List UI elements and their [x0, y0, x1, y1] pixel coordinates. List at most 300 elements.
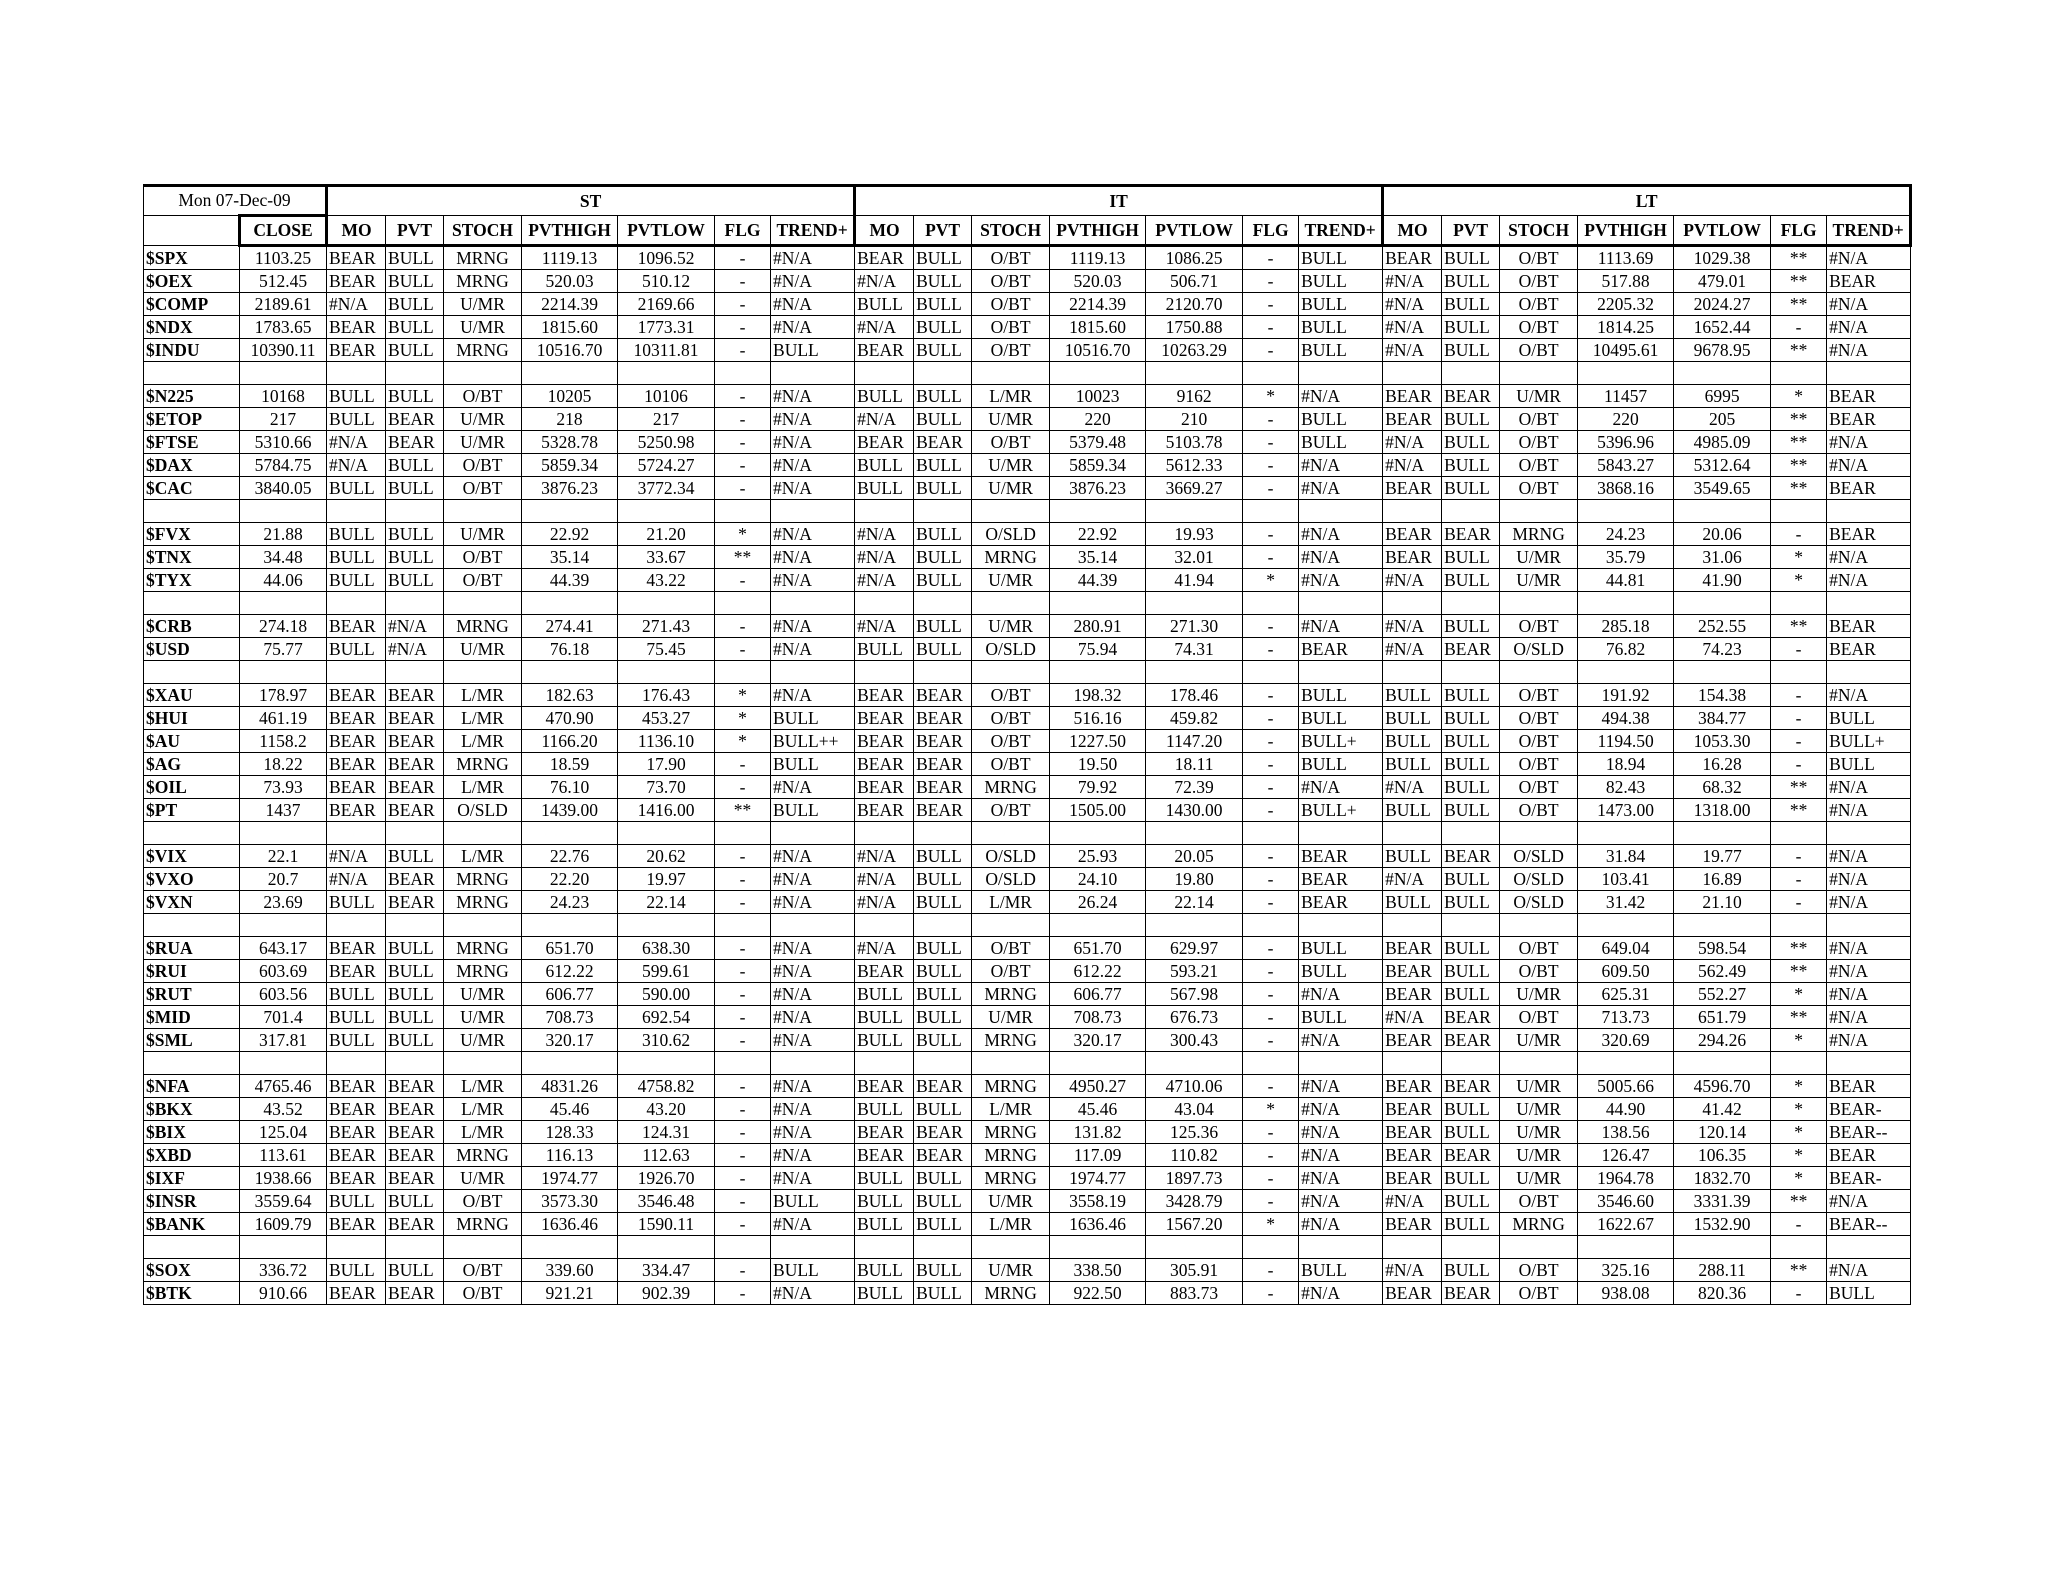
table-cell: BULL	[855, 638, 914, 661]
table-row	[144, 339, 1911, 362]
table-cell: BEAR	[1383, 408, 1442, 431]
table-row	[144, 730, 1911, 753]
empty-cell	[1771, 1236, 1827, 1259]
table-cell: 19.80	[1146, 868, 1243, 891]
close-cell: 75.77	[240, 638, 327, 661]
empty-cell	[618, 661, 715, 684]
table-cell: 625.31	[1578, 983, 1674, 1006]
table-cell: 44.81	[1578, 569, 1674, 592]
table-cell: 73.70	[618, 776, 715, 799]
table-row	[144, 246, 1911, 270]
empty-cell	[1578, 592, 1674, 615]
table-cell: **	[1771, 431, 1827, 454]
empty-cell	[715, 661, 771, 684]
table-cell: BEAR	[1827, 270, 1911, 293]
table-cell: -	[1243, 684, 1299, 707]
table-cell: O/BT	[444, 477, 522, 500]
table-cell: O/BT	[444, 385, 522, 408]
empty-cell	[240, 500, 327, 523]
close-cell: 603.56	[240, 983, 327, 1006]
table-cell: BULL	[914, 1282, 972, 1305]
spacer-row	[144, 1052, 1911, 1075]
table-cell: -	[1243, 270, 1299, 293]
table-cell: *	[1771, 1144, 1827, 1167]
table-cell: 1505.00	[1050, 799, 1146, 822]
empty-cell	[1500, 1236, 1578, 1259]
table-cell: BEAR	[1442, 1029, 1500, 1052]
empty-cell	[771, 1052, 855, 1075]
table-cell: 31.84	[1578, 845, 1674, 868]
table-row	[144, 960, 1911, 983]
table-row	[144, 546, 1911, 569]
empty-cell	[715, 822, 771, 845]
table-cell: 22.76	[522, 845, 618, 868]
table-cell: 21.20	[618, 523, 715, 546]
empty-cell	[715, 1236, 771, 1259]
table-cell: -	[1771, 316, 1827, 339]
empty-cell	[386, 362, 444, 385]
empty-cell	[1383, 1236, 1442, 1259]
table-cell: *	[1771, 385, 1827, 408]
close-cell: 10390.11	[240, 339, 327, 362]
table-cell: 45.46	[1050, 1098, 1146, 1121]
table-cell: BULL	[327, 546, 386, 569]
empty-cell	[1383, 822, 1442, 845]
table-cell: 1227.50	[1050, 730, 1146, 753]
table-cell: #N/A	[771, 385, 855, 408]
table-cell: 1439.00	[522, 799, 618, 822]
table-cell: BULL	[914, 638, 972, 661]
table-cell: 76.18	[522, 638, 618, 661]
table-cell: #N/A	[771, 1282, 855, 1305]
table-cell: BULL	[1442, 983, 1500, 1006]
table-cell: -	[715, 246, 771, 270]
table-cell: **	[1771, 246, 1827, 270]
table-cell: **	[1771, 776, 1827, 799]
table-cell: #N/A	[1827, 960, 1911, 983]
table-cell: 320.69	[1578, 1029, 1674, 1052]
table-cell: BULL	[1299, 339, 1383, 362]
table-cell: O/BT	[444, 569, 522, 592]
table-row	[144, 1259, 1911, 1282]
symbol-cell: $AG	[144, 753, 240, 776]
table-cell: 2205.32	[1578, 293, 1674, 316]
table-cell: -	[1243, 638, 1299, 661]
table-row	[144, 684, 1911, 707]
table-cell: 74.31	[1146, 638, 1243, 661]
table-cell: -	[1243, 960, 1299, 983]
table-cell: BULL	[1442, 684, 1500, 707]
table-cell: MRNG	[1500, 1213, 1578, 1236]
table-cell: BULL	[855, 983, 914, 1006]
table-cell: BULL	[855, 1006, 914, 1029]
table-cell: #N/A	[771, 246, 855, 270]
table-cell: 22.14	[618, 891, 715, 914]
table-cell: BULL	[386, 845, 444, 868]
table-cell: BEAR	[1442, 1144, 1500, 1167]
table-cell: BULL	[1442, 569, 1500, 592]
empty-cell	[1827, 592, 1911, 615]
symbol-cell: $USD	[144, 638, 240, 661]
table-cell: 593.21	[1146, 960, 1243, 983]
table-row	[144, 776, 1911, 799]
table-cell: 552.27	[1674, 983, 1771, 1006]
column-header-st-pvthigh: PVTHIGH	[522, 216, 618, 246]
symbol-cell: $FTSE	[144, 431, 240, 454]
table-cell: 218	[522, 408, 618, 431]
table-cell: -	[715, 316, 771, 339]
table-cell: O/SLD	[1500, 638, 1578, 661]
empty-cell	[1674, 914, 1771, 937]
table-cell: #N/A	[386, 615, 444, 638]
table-cell: BULL	[914, 983, 972, 1006]
empty-cell	[771, 500, 855, 523]
empty-cell	[771, 661, 855, 684]
symbol-cell: $TNX	[144, 546, 240, 569]
table-cell: BULL	[1442, 293, 1500, 316]
column-header-lt-pvt: PVT	[1442, 216, 1500, 246]
table-cell: BEAR	[1383, 960, 1442, 983]
empty-cell	[855, 661, 914, 684]
table-row	[144, 983, 1911, 1006]
empty-cell	[715, 362, 771, 385]
table-cell: MRNG	[444, 246, 522, 270]
empty-cell	[1299, 500, 1383, 523]
table-cell: #N/A	[1827, 684, 1911, 707]
table-cell: O/BT	[1500, 730, 1578, 753]
table-cell: *	[1771, 983, 1827, 1006]
table-cell: 26.24	[1050, 891, 1146, 914]
table-row	[144, 523, 1911, 546]
table-cell: BEAR	[1827, 523, 1911, 546]
table-row	[144, 1167, 1911, 1190]
table-cell: 1119.13	[522, 246, 618, 270]
table-cell: MRNG	[972, 1167, 1050, 1190]
table-cell: O/BT	[444, 454, 522, 477]
table-cell: U/MR	[444, 1006, 522, 1029]
table-cell: BEAR	[1827, 638, 1911, 661]
table-cell: 3546.60	[1578, 1190, 1674, 1213]
empty-cell	[1578, 822, 1674, 845]
empty-cell	[715, 500, 771, 523]
table-cell: U/MR	[444, 431, 522, 454]
table-cell: -	[715, 615, 771, 638]
table-cell: U/MR	[1500, 1144, 1578, 1167]
table-cell: 11457	[1578, 385, 1674, 408]
table-cell: #N/A	[1827, 776, 1911, 799]
table-cell: U/MR	[444, 293, 522, 316]
table-cell: BEAR	[1442, 1006, 1500, 1029]
table-cell: -	[1771, 1213, 1827, 1236]
table-cell: -	[1243, 1121, 1299, 1144]
empty-cell	[1299, 822, 1383, 845]
empty-cell	[618, 500, 715, 523]
table-cell: L/MR	[444, 845, 522, 868]
table-cell: 708.73	[522, 1006, 618, 1029]
table-cell: BULL	[1442, 960, 1500, 983]
table-cell: #N/A	[1827, 799, 1911, 822]
table-cell: U/MR	[444, 523, 522, 546]
empty-cell	[618, 914, 715, 937]
table-cell: O/BT	[444, 1282, 522, 1305]
close-cell: 336.72	[240, 1259, 327, 1282]
empty-cell	[914, 661, 972, 684]
table-cell: -	[715, 1006, 771, 1029]
table-cell: U/MR	[972, 454, 1050, 477]
empty-cell	[1674, 1236, 1771, 1259]
close-cell: 1783.65	[240, 316, 327, 339]
table-cell: BULL	[386, 316, 444, 339]
table-cell: 2169.66	[618, 293, 715, 316]
empty-cell	[771, 822, 855, 845]
empty-cell	[1243, 362, 1299, 385]
table-cell: 649.04	[1578, 937, 1674, 960]
table-cell: BULL	[1442, 891, 1500, 914]
table-cell: 22.92	[1050, 523, 1146, 546]
empty-cell	[444, 1052, 522, 1075]
table-cell: BULL	[1299, 316, 1383, 339]
empty-cell	[1827, 500, 1911, 523]
table-cell: 590.00	[618, 983, 715, 1006]
table-cell: 453.27	[618, 707, 715, 730]
table-cell: #N/A	[855, 891, 914, 914]
table-cell: O/BT	[1500, 960, 1578, 983]
table-cell: BULL	[1299, 707, 1383, 730]
table-cell: BULL	[1299, 431, 1383, 454]
table-row	[144, 1282, 1911, 1305]
table-cell: -	[1243, 1190, 1299, 1213]
empty-cell	[618, 1052, 715, 1075]
table-cell: 305.91	[1146, 1259, 1243, 1282]
table-cell: 692.54	[618, 1006, 715, 1029]
table-cell: -	[1243, 776, 1299, 799]
table-cell: BEAR	[914, 684, 972, 707]
close-cell: 22.1	[240, 845, 327, 868]
table-cell: BEAR	[1442, 1075, 1500, 1098]
table-cell: *	[1771, 1167, 1827, 1190]
empty-cell	[1146, 1052, 1243, 1075]
table-cell: 606.77	[1050, 983, 1146, 1006]
table-cell: O/BT	[1500, 1259, 1578, 1282]
column-header-it-pvthigh: PVTHIGH	[1050, 216, 1146, 246]
table-cell: 1194.50	[1578, 730, 1674, 753]
empty-cell	[386, 822, 444, 845]
empty-cell	[386, 661, 444, 684]
table-cell: O/SLD	[972, 868, 1050, 891]
table-cell: U/MR	[1500, 546, 1578, 569]
table-cell: #N/A	[1827, 431, 1911, 454]
table-cell: MRNG	[972, 1029, 1050, 1052]
table-cell: MRNG	[972, 1144, 1050, 1167]
table-cell: BULL	[1299, 246, 1383, 270]
symbol-cell: $MID	[144, 1006, 240, 1029]
table-cell: O/SLD	[972, 638, 1050, 661]
table-cell: BEAR	[327, 937, 386, 960]
empty-cell	[1771, 362, 1827, 385]
empty-cell	[327, 500, 386, 523]
table-cell: BULL	[914, 1029, 972, 1052]
table-cell: 4758.82	[618, 1075, 715, 1098]
table-cell: #N/A	[771, 1075, 855, 1098]
table-cell: 280.91	[1050, 615, 1146, 638]
empty-cell	[386, 1236, 444, 1259]
table-cell: 506.71	[1146, 270, 1243, 293]
table-cell: 22.14	[1146, 891, 1243, 914]
empty-cell	[522, 822, 618, 845]
empty-cell	[1050, 822, 1146, 845]
table-cell: 562.49	[1674, 960, 1771, 983]
table-cell: U/MR	[972, 477, 1050, 500]
table-cell: BEAR	[914, 431, 972, 454]
table-cell: -	[715, 1213, 771, 1236]
table-cell: 4831.26	[522, 1075, 618, 1098]
table-cell: BULL	[855, 1259, 914, 1282]
table-cell: O/BT	[1500, 1006, 1578, 1029]
table-cell: BEAR	[1383, 1121, 1442, 1144]
empty-cell	[522, 1052, 618, 1075]
table-cell: -	[1243, 891, 1299, 914]
table-cell: **	[1771, 937, 1827, 960]
table-cell: #N/A	[1299, 1029, 1383, 1052]
table-cell: BEAR	[327, 1167, 386, 1190]
table-cell: -	[715, 569, 771, 592]
table-cell: 24.10	[1050, 868, 1146, 891]
empty-cell	[1146, 592, 1243, 615]
column-header-close: CLOSE	[240, 216, 327, 246]
table-cell: 1897.73	[1146, 1167, 1243, 1190]
table-cell: BULL	[855, 1282, 914, 1305]
table-cell: *	[1243, 385, 1299, 408]
empty-cell	[327, 914, 386, 937]
table-cell: 10205	[522, 385, 618, 408]
table-cell: #N/A	[771, 1098, 855, 1121]
table-cell: 820.36	[1674, 1282, 1771, 1305]
table-cell: -	[1243, 246, 1299, 270]
table-cell: BEAR	[327, 1098, 386, 1121]
table-cell: 902.39	[618, 1282, 715, 1305]
table-cell: BEAR	[327, 799, 386, 822]
table-cell: 651.70	[522, 937, 618, 960]
table-cell: O/BT	[1500, 339, 1578, 362]
table-cell: L/MR	[444, 730, 522, 753]
empty-cell	[1383, 362, 1442, 385]
table-cell: O/BT	[444, 1190, 522, 1213]
table-cell: 274.41	[522, 615, 618, 638]
table-cell: U/MR	[1500, 569, 1578, 592]
table-cell: #N/A	[1827, 1259, 1911, 1282]
table-cell: 598.54	[1674, 937, 1771, 960]
close-cell: 113.61	[240, 1144, 327, 1167]
symbol-cell: $BANK	[144, 1213, 240, 1236]
symbol-cell: $INSR	[144, 1190, 240, 1213]
table-cell: 1029.38	[1674, 246, 1771, 270]
table-cell: #N/A	[1299, 1167, 1383, 1190]
table-cell: 178.46	[1146, 684, 1243, 707]
empty-cell	[1827, 822, 1911, 845]
table-cell: #N/A	[1299, 615, 1383, 638]
column-header-lt-trend: TREND+	[1827, 216, 1911, 246]
table-cell: 5859.34	[1050, 454, 1146, 477]
table-cell: BEAR	[1442, 845, 1500, 868]
empty-cell	[771, 362, 855, 385]
table-cell: *	[1771, 1029, 1827, 1052]
column-header-lt-flg: FLG	[1771, 216, 1827, 246]
table-cell: 116.13	[522, 1144, 618, 1167]
table-cell: MRNG	[972, 983, 1050, 1006]
table-cell: BULL	[1383, 845, 1442, 868]
table-cell: BEAR	[386, 684, 444, 707]
close-cell: 603.69	[240, 960, 327, 983]
empty-cell	[972, 1236, 1050, 1259]
table-cell: -	[1243, 339, 1299, 362]
empty-cell	[240, 822, 327, 845]
table-cell: -	[1243, 1029, 1299, 1052]
table-cell: #N/A	[1827, 339, 1911, 362]
table-cell: -	[715, 1098, 771, 1121]
empty-cell	[444, 1236, 522, 1259]
table-cell: -	[1243, 1259, 1299, 1282]
table-cell: *	[715, 730, 771, 753]
empty-cell	[522, 914, 618, 937]
table-cell: O/SLD	[444, 799, 522, 822]
table-cell: #N/A	[771, 684, 855, 707]
symbol-cell: $OIL	[144, 776, 240, 799]
table-cell: #N/A	[771, 293, 855, 316]
table-cell: BULL	[914, 385, 972, 408]
table-cell: 1430.00	[1146, 799, 1243, 822]
empty-cell	[1827, 362, 1911, 385]
table-cell: #N/A	[771, 638, 855, 661]
column-header-st-pvt: PVT	[386, 216, 444, 246]
table-cell: BEAR	[855, 776, 914, 799]
table-cell: BULL	[771, 339, 855, 362]
table-cell: O/SLD	[972, 523, 1050, 546]
empty-cell	[1674, 500, 1771, 523]
empty-cell	[144, 822, 240, 845]
table-cell: -	[715, 408, 771, 431]
table-cell: 3868.16	[1578, 477, 1674, 500]
close-cell: 4765.46	[240, 1075, 327, 1098]
table-cell: 82.43	[1578, 776, 1674, 799]
table-cell: BULL	[327, 1006, 386, 1029]
table-cell: BULL	[1299, 1259, 1383, 1282]
table-cell: 10516.70	[1050, 339, 1146, 362]
empty-cell	[914, 500, 972, 523]
table-cell: BULL	[914, 868, 972, 891]
table-cell: #N/A	[327, 845, 386, 868]
empty-cell	[444, 592, 522, 615]
table-cell: MRNG	[444, 615, 522, 638]
table-cell: 470.90	[522, 707, 618, 730]
table-cell: O/BT	[1500, 707, 1578, 730]
table-cell: -	[1243, 408, 1299, 431]
table-cell: #N/A	[1383, 316, 1442, 339]
table-cell: BEAR	[1442, 385, 1500, 408]
close-cell: 10168	[240, 385, 327, 408]
table-cell: 41.42	[1674, 1098, 1771, 1121]
table-cell: BEAR	[327, 339, 386, 362]
empty-cell	[771, 914, 855, 937]
table-cell: -	[715, 1144, 771, 1167]
table-cell: O/BT	[972, 960, 1050, 983]
table-cell: 103.41	[1578, 868, 1674, 891]
table-cell: #N/A	[771, 983, 855, 1006]
table-cell: BULL	[327, 523, 386, 546]
table-cell: #N/A	[855, 408, 914, 431]
table-cell: BULL	[1442, 1213, 1500, 1236]
table-cell: BULL	[1299, 937, 1383, 960]
close-cell: 1158.2	[240, 730, 327, 753]
